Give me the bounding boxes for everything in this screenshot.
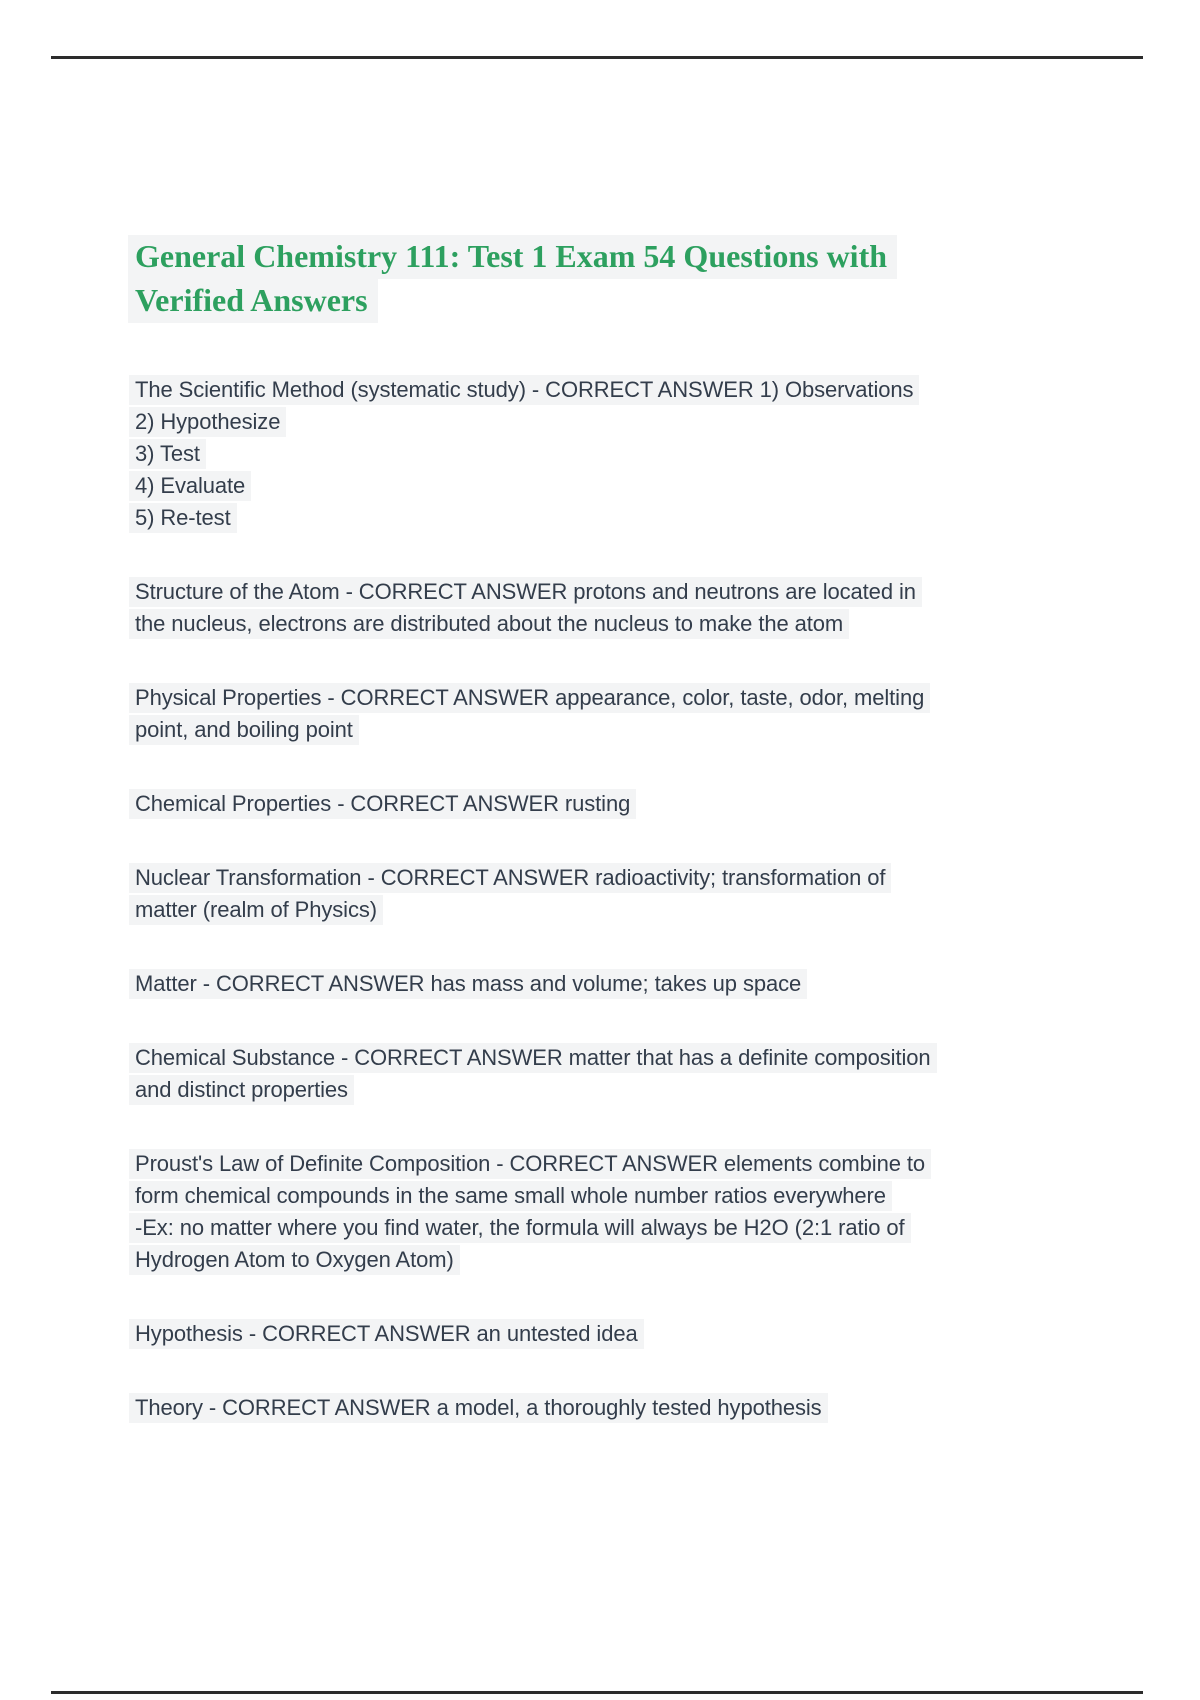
highlighted-text: -Ex: no matter where you find water, the formula will always be H2O (2:1 ratio of [129,1213,911,1243]
qa-paragraph [135,862,1080,926]
qa-paragraph [135,968,1080,1000]
highlighted-text: Proust's Law of Definite Composition - CORRECT ANSWER elements combine to [129,1149,931,1179]
highlighted-text: Chemical Substance - CORRECT ANSWER matter that has a definite composition [129,1043,937,1073]
qa-line [135,438,1080,470]
qa-line [135,502,1080,534]
qa-paragraph [135,788,1080,820]
highlighted-text: 3) Test [129,439,206,469]
highlighted-text: Hypothesis - CORRECT ANSWER an untested idea [129,1319,644,1349]
title-line [135,234,1080,278]
highlighted-text: 4) Evaluate [129,471,251,501]
qa-line [135,1318,1080,1350]
qa-line [135,1148,1080,1180]
qa-line [135,1244,1080,1276]
qa-line [135,1212,1080,1244]
qa-line [135,1180,1080,1212]
qa-line [135,714,1080,746]
highlighted-text: and distinct properties [129,1075,354,1105]
highlighted-text: Verified Answers [128,279,378,323]
qa-line [135,788,1080,820]
highlighted-text: Nuclear Transformation - CORRECT ANSWER radioactivity; transformation of [129,863,891,893]
highlighted-text: point, and boiling point [129,715,359,745]
qa-paragraph [135,374,1080,534]
bottom-divider [51,1691,1143,1694]
page-title [135,234,1080,322]
highlighted-text: Hydrogen Atom to Oxygen Atom) [129,1245,460,1275]
highlighted-text: Theory - CORRECT ANSWER a model, a thoroughly tested hypothesis [129,1393,828,1423]
qa-line [135,1074,1080,1106]
highlighted-text: Chemical Properties - CORRECT ANSWER rusting [129,789,636,819]
qa-line [135,470,1080,502]
qa-paragraph [135,576,1080,640]
qa-line [135,374,1080,406]
qa-list [135,374,1080,1424]
qa-line [135,682,1080,714]
highlighted-text: Structure of the Atom - CORRECT ANSWER protons and neutrons are located in [129,577,922,607]
qa-line [135,1042,1080,1074]
qa-line [135,576,1080,608]
qa-paragraph [135,1392,1080,1424]
qa-paragraph [135,1148,1080,1276]
qa-line [135,862,1080,894]
highlighted-text: General Chemistry 111: Test 1 Exam 54 Questions with [128,235,897,279]
highlighted-text: form chemical compounds in the same small whole number ratios everywhere [129,1181,892,1211]
highlighted-text: 5) Re-test [129,503,237,533]
highlighted-text: Matter - CORRECT ANSWER has mass and volume; takes up space [129,969,807,999]
title-line [135,278,1080,322]
top-divider [51,56,1143,59]
highlighted-text: Physical Properties - CORRECT ANSWER appearance, color, taste, odor, melting [129,683,930,713]
qa-line [135,406,1080,438]
highlighted-text: The Scientific Method (systematic study) - CORRECT ANSWER 1) Observations [129,375,919,405]
qa-line [135,1392,1080,1424]
highlighted-text: the nucleus, electrons are distributed about the nucleus to make the atom [129,609,849,639]
qa-paragraph [135,682,1080,746]
document-content [135,234,1080,1424]
qa-line [135,894,1080,926]
qa-line [135,608,1080,640]
qa-line [135,968,1080,1000]
qa-paragraph [135,1042,1080,1106]
highlighted-text: matter (realm of Physics) [129,895,383,925]
qa-paragraph [135,1318,1080,1350]
highlighted-text: 2) Hypothesize [129,407,286,437]
